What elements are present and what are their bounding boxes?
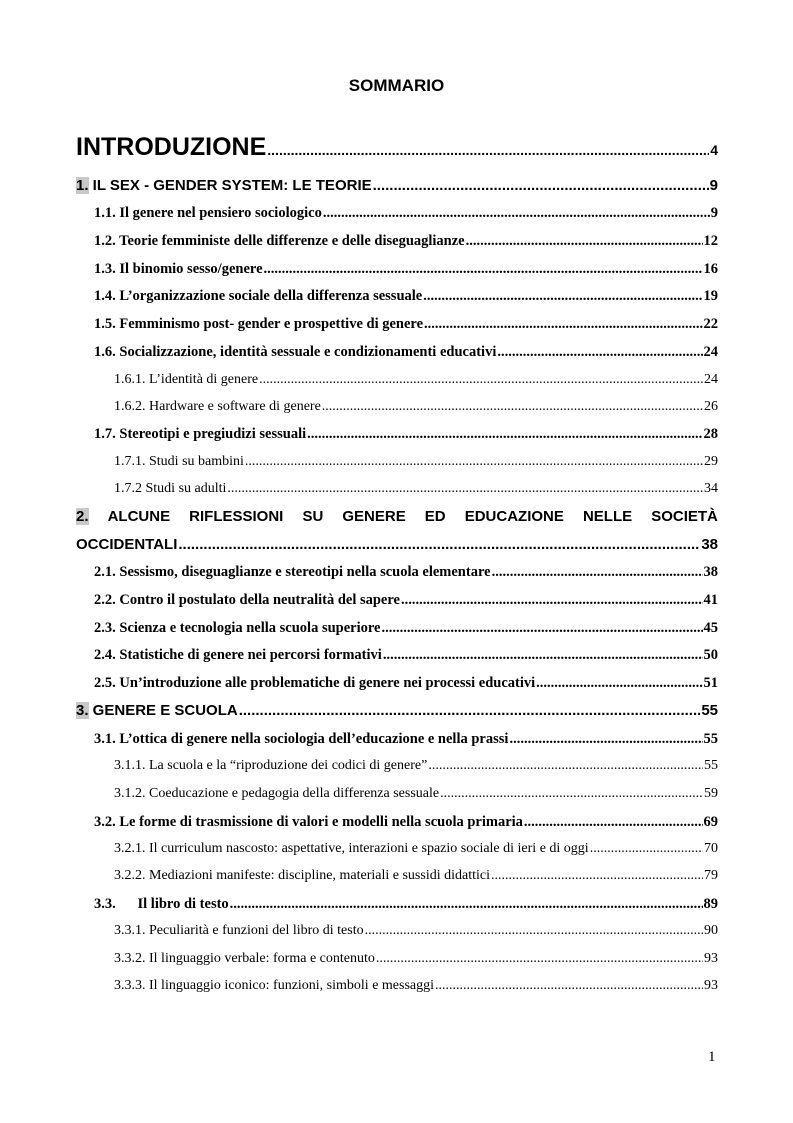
toc-label: 1.2. Teorie femministe delle differenze e delle diseguaglianze: [94, 233, 465, 249]
toc-label: 1.3. Il binomio sesso/genere: [94, 261, 263, 277]
toc-page: 9: [709, 177, 718, 194]
toc-word: SU: [302, 508, 324, 525]
toc-entry-2-2[interactable]: [94, 592, 718, 609]
toc-page: 22: [703, 316, 718, 332]
toc-label: 3.1. L’ottica di genere nella sociologia dell’educazione e nella prassi: [94, 731, 509, 747]
toc-label: 3.3.2. Il linguaggio verbale: forma e contenuto: [114, 951, 375, 966]
toc-page: 28: [703, 426, 718, 442]
toc-label: 3.3.1. Peculiarità e funzioni del libro di testo: [114, 923, 364, 938]
leader-dots: [365, 923, 703, 939]
toc-page: 38: [703, 564, 718, 580]
leader-dots: [178, 536, 700, 553]
leader-dots: [536, 675, 702, 692]
leader-dots: [227, 481, 703, 497]
toc-word: ALCUNE: [107, 508, 171, 525]
leader-dots: [381, 620, 702, 637]
leader-dots: [497, 344, 702, 361]
leader-dots: [376, 951, 703, 967]
leader-dots: [401, 592, 703, 609]
toc-page: 51: [703, 675, 718, 691]
leader-dots: [264, 261, 703, 278]
toc-entry-1-3[interactable]: [94, 261, 718, 278]
leader-dots: [245, 454, 703, 470]
toc-page: 55: [704, 758, 718, 773]
toc-page: 9: [710, 205, 718, 221]
leader-dots: [230, 896, 703, 913]
toc-label: 1.5. Femminismo post- gender e prospettive di genere: [94, 316, 424, 332]
leader-dots: [428, 758, 703, 774]
toc-label: 2.4. Statistiche di genere nei percorsi formativi: [94, 647, 382, 663]
toc-label: OCCIDENTALI: [76, 536, 178, 553]
leader-dots: [491, 868, 703, 884]
toc-page: 70: [704, 841, 718, 856]
toc-entry-1-4[interactable]: [94, 288, 718, 305]
toc-page: 93: [704, 978, 718, 993]
toc-entry-2-1[interactable]: [94, 564, 718, 581]
toc-page: 45: [703, 620, 718, 636]
toc-page: 55: [701, 702, 718, 719]
toc-entry-2-3[interactable]: [94, 620, 718, 637]
toc-page: 90: [704, 923, 718, 938]
toc-page: 79: [704, 868, 718, 883]
leader-dots: [509, 731, 702, 748]
toc-entry-3-2[interactable]: [94, 814, 718, 831]
toc-entry-1-2[interactable]: [94, 233, 718, 250]
toc-entry-1-7[interactable]: [94, 426, 718, 443]
toc-page: 24: [703, 344, 718, 360]
toc-entry-3-3[interactable]: [94, 896, 718, 913]
toc-label: 3.2.2. Mediazioni manifeste: discipline, materiali e sussidi didattici: [114, 868, 490, 883]
toc-page: 16: [703, 261, 718, 277]
toc-label: 1.7. Stereotipi e pregiudizi sessuali: [94, 426, 307, 442]
toc-label: 3.3. Il libro di testo: [94, 896, 229, 912]
toc-entry-1-5[interactable]: [94, 316, 718, 333]
toc-label: 1.1. Il genere nel pensiero sociologico: [94, 205, 322, 221]
toc-entry-1-6-1[interactable]: [114, 372, 718, 388]
leader-dots: [267, 142, 709, 158]
toc-page: 34: [704, 481, 718, 496]
toc-entry-3-1-1[interactable]: [114, 758, 718, 774]
toc-page: 38: [701, 536, 718, 553]
leader-dots: [322, 399, 703, 415]
leader-dots: [373, 177, 709, 194]
toc-entry-3-1[interactable]: [94, 731, 718, 748]
toc-label: 1.6. Socializzazione, identità sessuale e condizionamenti educativi: [94, 344, 497, 360]
leader-dots: [423, 288, 702, 305]
toc-label: 1.7.2 Studi su adulti: [114, 481, 227, 496]
leader-dots: [492, 564, 703, 581]
toc-word: EDUCAZIONE: [464, 508, 564, 525]
chapter-number: 3.: [76, 702, 89, 719]
leader-dots: [524, 814, 703, 831]
toc-label: 1.6.2. Hardware e software di genere: [114, 399, 321, 414]
page-title: SOMMARIO: [348, 76, 445, 95]
toc-page: 26: [704, 399, 718, 414]
page-number: 1: [708, 1049, 716, 1065]
toc-label: 2.1. Sessismo, diseguaglianze e stereotipi nella scuola elementare: [94, 564, 491, 580]
toc-label: 3.2.1. Il curriculum nascosto: aspettative, interazioni e spazio sociale di ieri e di oggi: [114, 841, 589, 856]
toc-label: 1.6.1. L’identità di genere: [114, 372, 259, 387]
toc-page: 69: [703, 814, 718, 830]
toc-label: 3.1.1. La scuola e la “riproduzione dei codici di genere”: [114, 758, 428, 773]
toc-entry-3-3-2[interactable]: [114, 951, 718, 967]
leader-dots: [435, 978, 703, 994]
toc-page: 50: [703, 647, 718, 663]
toc-entry-2-5[interactable]: [94, 675, 718, 692]
toc-entry-3-3-1[interactable]: [114, 923, 718, 939]
toc-entry-1-6-2[interactable]: [114, 399, 718, 415]
toc-word: NELLE: [582, 508, 633, 525]
leader-dots: [466, 233, 703, 250]
toc-entry-chapter-3[interactable]: [76, 702, 718, 719]
toc-page: 29: [704, 454, 718, 469]
toc-entry-chapter-1[interactable]: [76, 177, 718, 194]
toc-page: 55: [703, 731, 718, 747]
leader-dots: [307, 426, 702, 443]
toc-label: 3.2. Le forme di trasmissione di valori e modelli nella scuola primaria: [94, 814, 523, 830]
chapter-number: 2.: [76, 508, 89, 525]
toc-label: 1.7.1. Studi su bambini: [114, 454, 244, 469]
toc-page: 12: [703, 233, 718, 249]
chapter-number: 1.: [76, 177, 89, 194]
toc-word: RIFLESSIONI: [189, 508, 284, 525]
toc-entry-3-3-3[interactable]: [114, 978, 718, 994]
toc-word: ED: [424, 508, 446, 525]
toc-label: 1.4. L’organizzazione sociale della differenza sessuale: [94, 288, 423, 304]
toc-label: 3.3.3. Il linguaggio iconico: funzioni, simboli e messaggi: [114, 978, 435, 993]
toc-entry-introduzione[interactable]: [76, 133, 718, 162]
toc-page: 4: [710, 142, 718, 158]
toc-entry-2-4[interactable]: [94, 647, 718, 664]
toc-label: 2.2. Contro il postulato della neutralità del sapere: [94, 592, 400, 608]
leader-dots: [259, 372, 703, 388]
leader-dots: [239, 702, 701, 719]
toc-page: 59: [704, 786, 718, 801]
toc-label: IL SEX - GENDER SYSTEM: LE TEORIE: [88, 177, 372, 194]
toc-page: 89: [703, 896, 718, 912]
toc-page: 41: [703, 592, 718, 608]
leader-dots: [424, 316, 702, 333]
toc-word: SOCIETÀ: [651, 508, 718, 525]
leader-dots: [323, 205, 710, 222]
toc-page: 19: [703, 288, 718, 304]
toc-label: 2.3. Scienza e tecnologia nella scuola superiore: [94, 620, 381, 636]
toc-entry-1-7-1[interactable]: [114, 454, 718, 470]
toc-entry-3-2-1[interactable]: [114, 841, 718, 857]
toc-label: INTRODUZIONE: [76, 133, 267, 161]
toc-entry-chapter-2-line2[interactable]: [76, 536, 718, 553]
toc-entry-3-2-2[interactable]: [114, 868, 718, 884]
leader-dots: [383, 647, 703, 664]
toc-label: 3.1.2. Coeducazione e pedagogia della differenza sessuale: [114, 786, 440, 801]
leader-dots: [440, 786, 703, 802]
toc-entry-1-7-2[interactable]: [114, 481, 718, 497]
toc-entry-3-1-2[interactable]: [114, 786, 718, 802]
toc-entry-1-6[interactable]: [94, 344, 718, 361]
toc-entry-chapter-2-line1[interactable]: [76, 508, 718, 525]
toc-word: GENERE: [342, 508, 406, 525]
toc-label: GENERE E SCUOLA: [88, 702, 238, 719]
toc-page: 24: [704, 372, 718, 387]
toc-label: 2.5. Un’introduzione alle problematiche di genere nei processi educativi: [94, 675, 536, 691]
toc-entry-1-1[interactable]: [94, 205, 718, 222]
toc-page: 93: [704, 951, 718, 966]
leader-dots: [590, 841, 703, 857]
